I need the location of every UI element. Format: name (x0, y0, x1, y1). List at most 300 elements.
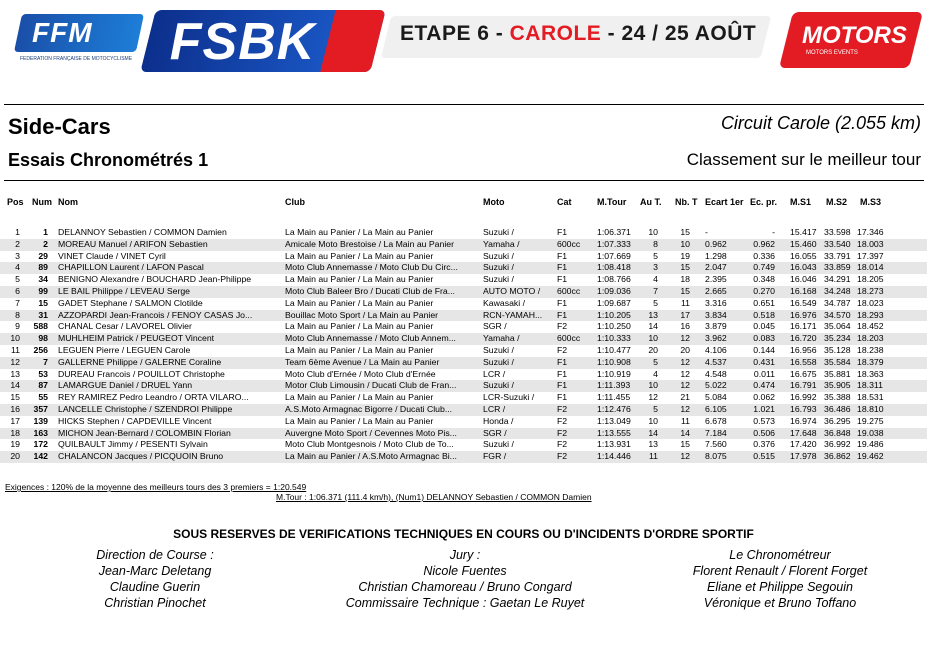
cell-moto: Yamaha / (483, 238, 520, 249)
signature-direction: Direction de Course : Jean-Marc Deletang Claudine Guerin Christian Pinochet (96, 548, 214, 610)
cell-pos: 19 (10, 439, 20, 450)
cell-nom: CHALANCON Jacques / PICQUOIN Bruno (58, 451, 224, 462)
cell-nom: GALLERNE Philippe / GALERNE Coraline (58, 356, 222, 367)
cell-mtour: 1:13.931 (597, 439, 631, 450)
signature-jury: Jury : Nicole Fuentes Christian Chamoreau / Bruno Congard Commissaire Technique : Gaetan Le Ruyet (345, 548, 585, 610)
cell-s1: 16.791 (790, 380, 817, 391)
col-ecart: Ecart 1er (705, 197, 744, 207)
cell-s1: 16.043 (790, 262, 817, 273)
cell-mtour: 1:09.036 (597, 285, 631, 296)
results-table (0, 227, 927, 463)
table-row (0, 380, 927, 392)
cell-nom: CHANAL Cesar / LAVOREL Olivier (58, 321, 192, 332)
cell-pos: 13 (10, 368, 20, 379)
col-cat: Cat (557, 197, 572, 207)
cell-mtour: 1:09.687 (597, 297, 631, 308)
cell-nom: DELANNOY Sebastien / COMMON Damien (58, 227, 227, 237)
cell-club: Moto Club d'Ernée / Moto Club d'Ernée (285, 368, 436, 379)
cell-pos: 16 (10, 403, 20, 414)
cell-mtour: 1:07.333 (597, 238, 631, 249)
cell-s2: 33.540 (824, 238, 851, 249)
cell-pos: 2 (15, 238, 20, 249)
page-title: Side-Cars (8, 114, 111, 139)
reserves-notice: SOUS RESERVES DE VERIFICATIONS TECHNIQUES EN COURS OU D'INCIDENTS D'ORDRE SPORTIF (173, 527, 754, 541)
cell-aut: 5 (653, 356, 658, 367)
cell-nbt: 12 (680, 356, 690, 367)
cell-num: 15 (38, 297, 48, 308)
cell-nom: AZZOPARDI Jean-Francois / FENOY CASAS Jo... (58, 309, 253, 320)
cell-num: 2 (43, 238, 48, 249)
table-row (0, 451, 927, 463)
cell-ecpr: 0.376 (753, 439, 775, 450)
cell-num: 31 (38, 309, 48, 320)
cell-s1: 15.417 (790, 227, 817, 237)
cell-mtour: 1:10.205 (597, 309, 631, 320)
cell-nbt: 11 (680, 297, 690, 308)
cell-ecart: 4.548 (705, 368, 727, 379)
cell-pos: 9 (15, 321, 20, 332)
cell-ecart: 3.879 (705, 321, 727, 332)
cell-club: A.S.Moto Armagnac Bigorre / Ducati Club... (285, 403, 453, 414)
col-moto: Moto (483, 197, 505, 207)
cell-club: Team 6ème Avenue / La Main au Panier (285, 356, 440, 367)
cell-s2: 36.848 (824, 427, 851, 438)
table-row (0, 428, 927, 440)
cell-nbt: 16 (680, 321, 690, 332)
cell-cat: F2 (557, 427, 568, 438)
cell-ecart: 7.560 (705, 439, 727, 450)
cell-s1: 16.793 (790, 403, 817, 414)
cell-s3: 19.275 (857, 415, 884, 426)
table-row (0, 262, 927, 274)
cell-moto: LCR / (483, 368, 506, 379)
table-row (0, 286, 927, 298)
col-s3: M.S3 (860, 197, 882, 207)
cell-mtour: 1:10.908 (597, 356, 631, 367)
cell-mtour: 1:10.333 (597, 333, 631, 344)
cell-cat: F1 (557, 262, 568, 273)
cell-club: La Main au Panier / A.S.Moto Armagnac Bi... (285, 451, 457, 462)
cell-nom: MUHLHEIM Patrick / PEUGEOT Vincent (58, 333, 215, 344)
cell-s3: 18.273 (857, 285, 884, 296)
cell-aut: 4 (653, 368, 658, 379)
cell-s2: 35.905 (824, 380, 851, 391)
cell-num: 55 (38, 392, 48, 403)
cell-s2: 33.598 (824, 227, 851, 237)
cell-cat: F1 (557, 356, 568, 367)
cell-s1: 16.976 (790, 309, 817, 320)
cell-s1: 16.558 (790, 356, 817, 367)
cell-s3: 17.397 (857, 250, 884, 261)
cell-nbt: 15 (680, 262, 690, 273)
cell-nom: QUILBAULT Jimmy / PESENTI Sylvain (58, 439, 208, 450)
col-pos: Pos (7, 197, 24, 207)
ffm-logo: FFM FEDERATION FRANÇAISE DE MOTOCYCLISME (18, 14, 140, 64)
col-nbt: Nb. T (675, 197, 698, 207)
cell-pos: 20 (10, 451, 20, 462)
cell-moto: Suzuki / (483, 262, 514, 273)
cell-cat: F1 (557, 380, 568, 391)
cell-club: Moto Club Annemasse / Moto Club Du Circ... (285, 262, 458, 273)
cell-club: La Main au Panier / La Main au Panier (285, 415, 434, 426)
cell-s2: 34.570 (824, 309, 851, 320)
cell-club: La Main au Panier / La Main au Panier (285, 297, 434, 308)
cell-ecpr: 0.651 (753, 297, 775, 308)
cell-ecpr: 0.062 (753, 392, 775, 403)
cell-s2: 34.787 (824, 297, 851, 308)
cell-club: Moto Club Annemasse / Moto Club Annem... (285, 333, 456, 344)
cell-mtour: 1:13.049 (597, 415, 631, 426)
cell-moto: Kawasaki / (483, 297, 526, 308)
cell-nbt: 12 (680, 403, 690, 414)
cell-num: 588 (33, 321, 48, 332)
cell-moto: Suzuki / (483, 356, 514, 367)
cell-s1: 15.460 (790, 238, 817, 249)
cell-s3: 18.363 (857, 368, 884, 379)
cell-ecart: 6.105 (705, 403, 727, 414)
cell-mtour: 1:12.476 (597, 403, 631, 414)
cell-s1: 16.956 (790, 344, 817, 355)
session-title: Essais Chronométrés 1 (8, 150, 209, 170)
cell-nbt: 15 (680, 285, 690, 296)
cell-s3: 18.203 (857, 333, 884, 344)
cell-nom: LE BAIL Philippe / LEVEAU Serge (58, 285, 190, 296)
cell-club: La Main au Panier / La Main au Panier (285, 321, 434, 332)
cell-s3: 18.379 (857, 356, 884, 367)
cell-ecart: 3.834 (705, 309, 727, 320)
cell-aut: 7 (653, 285, 658, 296)
cell-s1: 16.992 (790, 392, 817, 403)
col-s1: M.S1 (790, 197, 812, 207)
cell-club: Auvergne Moto Sport / Cevennes Moto Pis... (285, 427, 457, 438)
cell-ecart: 5.084 (705, 392, 727, 403)
cell-pos: 10 (10, 333, 20, 344)
cell-cat: F2 (557, 403, 568, 414)
cell-s2: 36.486 (824, 403, 851, 414)
cell-ecart: 1.298 (705, 250, 727, 261)
cell-moto: Suzuki / (483, 274, 514, 285)
cell-cat: F2 (557, 415, 568, 426)
cell-cat: F1 (557, 274, 568, 285)
cell-moto: LCR / (483, 403, 506, 414)
cell-ecpr: 0.573 (753, 415, 775, 426)
cell-num: 34 (38, 274, 48, 285)
cell-nom: LEGUEN Pierre / LEGUEN Carole (58, 344, 191, 355)
table-row (0, 369, 927, 381)
cell-club: La Main au Panier / La Main au Panier (285, 250, 434, 261)
cell-nbt: 12 (680, 368, 690, 379)
cell-num: 163 (33, 427, 48, 438)
cell-num: 142 (33, 451, 48, 462)
table-row (0, 416, 927, 428)
cell-nom: VINET Claude / VINET Cyril (58, 250, 166, 261)
table-row (0, 239, 927, 251)
cell-cat: F1 (557, 297, 568, 308)
cell-pos: 4 (15, 262, 20, 273)
cell-s3: 18.205 (857, 274, 884, 285)
cell-s1: 16.675 (790, 368, 817, 379)
col-nom: Nom (58, 197, 78, 207)
cell-aut: 11 (648, 451, 658, 462)
cell-cat: F2 (557, 439, 568, 450)
cell-s2: 34.291 (824, 274, 851, 285)
cell-ecpr: 0.270 (753, 285, 775, 296)
cell-s3: 18.003 (857, 238, 884, 249)
cell-nbt: 15 (680, 439, 690, 450)
cell-ecpr: 0.045 (753, 321, 775, 332)
cell-mtour: 1:11.393 (597, 380, 631, 391)
cell-s2: 35.388 (824, 392, 851, 403)
cell-cat: 600cc (557, 285, 581, 296)
cell-cat: 600cc (557, 333, 581, 344)
cell-pos: 12 (10, 356, 20, 367)
circuit-name: Circuit Carole (2.055 km) (720, 113, 921, 133)
cell-nbt: 12 (680, 333, 690, 344)
table-row (0, 439, 927, 451)
cell-pos: 7 (15, 297, 20, 308)
cell-ecart: 3.316 (705, 297, 727, 308)
cell-nbt: 11 (680, 415, 690, 426)
cell-cat: F1 (557, 250, 568, 261)
cell-ecart: 3.962 (705, 333, 727, 344)
cell-aut: 13 (648, 309, 658, 320)
cell-pos: 3 (15, 250, 20, 261)
cell-s3: 19.462 (857, 451, 884, 462)
cell-mtour: 1:10.919 (597, 368, 631, 379)
cell-s1: 17.978 (790, 451, 817, 462)
signature-chronometreur: Le Chronométreur Florent Renault / Florent Forget Eliane et Philippe Segouin Véronique et Bruno Toffano (692, 548, 868, 610)
stage-city: CAROLE (509, 22, 602, 45)
cell-aut: 13 (648, 439, 658, 450)
cell-club: Bouillac Moto Sport / La Main au Panier (285, 309, 439, 320)
cell-ecart: 4.106 (705, 344, 727, 355)
cell-num: 7 (43, 356, 48, 367)
cell-num: 172 (33, 439, 48, 450)
stage-title: ETAPE 6 - CAROLE - 24 / 25 AOÛT (400, 22, 757, 45)
cell-ecart: 5.022 (705, 380, 727, 391)
cell-s3: 18.452 (857, 321, 884, 332)
cell-nbt: 15 (680, 227, 690, 237)
cell-s2: 36.992 (824, 439, 851, 450)
cell-s1: 16.055 (790, 250, 817, 261)
cell-s1: 16.720 (790, 333, 817, 344)
cell-s1: 16.974 (790, 415, 817, 426)
cell-nbt: 18 (680, 274, 690, 285)
table-row (0, 345, 927, 357)
cell-nom: LAMARGUE Daniel / DRUEL Yann (58, 380, 193, 391)
cell-pos: 18 (10, 427, 20, 438)
col-ecpr: Ec. pr. (750, 197, 778, 207)
cell-aut: 20 (648, 344, 658, 355)
cell-s1: 17.648 (790, 427, 817, 438)
cell-nom: CHAPILLON Laurent / LAFON Pascal (58, 262, 204, 273)
cell-s2: 35.064 (824, 321, 851, 332)
cell-aut: 8 (653, 238, 658, 249)
cell-s1: 16.168 (790, 285, 817, 296)
cell-ecpr: 0.144 (753, 344, 775, 355)
cell-ecpr: 0.011 (753, 368, 775, 379)
cell-s2: 35.234 (824, 333, 851, 344)
cell-s2: 34.248 (824, 285, 851, 296)
cell-nbt: 19 (680, 250, 690, 261)
cell-nbt: 14 (680, 427, 690, 438)
table-row (0, 333, 927, 345)
cell-aut: 10 (648, 333, 658, 344)
cell-s3: 18.023 (857, 297, 884, 308)
cell-cat: 600cc (557, 238, 581, 249)
cell-pos: 11 (10, 344, 20, 355)
cell-s1: 16.549 (790, 297, 817, 308)
cell-ecpr: 0.515 (753, 451, 775, 462)
cell-num: 357 (33, 403, 48, 414)
cell-pos: 14 (10, 380, 20, 391)
cell-nbt: 17 (680, 309, 690, 320)
cell-club: La Main au Panier / La Main au Panier (285, 392, 434, 403)
cell-num: 87 (38, 380, 48, 391)
header-banner (0, 0, 927, 80)
cell-s3: 18.531 (857, 392, 884, 403)
cell-nbt: 20 (680, 344, 690, 355)
cell-club: La Main au Panier / La Main au Panier (285, 344, 434, 355)
cell-pos: 15 (10, 392, 20, 403)
cell-ecart: - (705, 227, 708, 237)
cell-ecpr: 0.518 (753, 309, 775, 320)
cell-aut: 10 (648, 227, 658, 237)
cell-moto: Honda / (483, 415, 514, 426)
cell-cat: F1 (557, 309, 568, 320)
cell-ecpr: 0.474 (753, 380, 775, 391)
cell-pos: 17 (10, 415, 20, 426)
cell-cat: F2 (557, 344, 568, 355)
cell-nom: MICHON Jean-Bernard / COLOMBIN Florian (58, 427, 231, 438)
cell-aut: 10 (648, 380, 658, 391)
cell-num: 256 (33, 344, 48, 355)
cell-cat: F2 (557, 451, 568, 462)
cell-pos: 5 (15, 274, 20, 285)
cell-num: 98 (38, 333, 48, 344)
cell-nom: BENIGNO Alexandre / BOUCHARD Jean-Philippe (58, 274, 252, 285)
cell-cat: F1 (557, 227, 568, 237)
cell-s1: 16.171 (790, 321, 817, 332)
cell-s3: 19.486 (857, 439, 884, 450)
cell-num: 1 (43, 227, 48, 237)
cell-ecpr: 0.348 (753, 274, 775, 285)
motors-logo-sub: MOTORS EVENTS (806, 50, 858, 56)
cell-moto: Suzuki / (483, 227, 514, 237)
cell-ecart: 4.537 (705, 356, 727, 367)
cell-nom: GADET Stephane / SALMON Clotilde (58, 297, 203, 308)
cell-cat: F1 (557, 368, 568, 379)
cell-ecpr: 0.336 (753, 250, 775, 261)
cell-aut: 14 (648, 321, 658, 332)
cell-moto: SGR / (483, 427, 507, 438)
cell-num: 89 (38, 262, 48, 273)
cell-aut: 5 (653, 297, 658, 308)
col-club: Club (285, 197, 305, 207)
fsbk-logo: FSBK (140, 10, 385, 72)
ranking-label: Classement sur le meilleur tour (686, 150, 921, 169)
cell-aut: 12 (648, 392, 658, 403)
cell-aut: 14 (648, 427, 658, 438)
cell-pos: 8 (15, 309, 20, 320)
cell-s3: 18.311 (857, 380, 883, 391)
cell-ecpr: - (772, 227, 775, 237)
cell-moto: Suzuki / (483, 344, 514, 355)
divider (4, 104, 924, 105)
cell-s3: 18.014 (857, 262, 884, 273)
cell-nom: HICKS Stephen / CAPDEVILLE Vincent (58, 415, 212, 426)
cell-mtour: 1:06.371 (597, 227, 631, 237)
cell-s2: 33.859 (824, 262, 851, 273)
cell-s2: 36.295 (824, 415, 851, 426)
cell-nbt: 12 (680, 451, 690, 462)
cell-s1: 16.046 (790, 274, 817, 285)
col-num: Num (32, 197, 52, 207)
cell-ecart: 6.678 (705, 415, 727, 426)
cell-aut: 4 (653, 274, 658, 285)
cell-mtour: 1:13.555 (597, 427, 631, 438)
cell-club: Motor Club Limousin / Ducati Club de Fran... (285, 380, 457, 391)
cell-s3: 19.038 (857, 427, 884, 438)
cell-mtour: 1:08.766 (597, 274, 631, 285)
cell-moto: AUTO MOTO / (483, 285, 541, 296)
cell-ecpr: 0.962 (753, 238, 775, 249)
cell-nom: MOREAU Manuel / ARIFON Sebastien (58, 238, 208, 249)
cell-cat: F2 (557, 321, 568, 332)
cell-ecart: 0.962 (705, 238, 727, 249)
cell-ecpr: 0.083 (753, 333, 775, 344)
cell-mtour: 1:07.669 (597, 250, 631, 261)
cell-moto: Yamaha / (483, 333, 520, 344)
cell-pos: 1 (15, 227, 20, 237)
motors-logo-text: MOTORS (802, 22, 907, 49)
cell-ecart: 7.184 (705, 427, 727, 438)
cell-nbt: 21 (680, 392, 690, 403)
cell-moto: LCR-Suzuki / (483, 392, 535, 403)
cell-num: 99 (38, 285, 48, 296)
cell-s2: 33.791 (824, 250, 851, 261)
cell-pos: 6 (15, 285, 20, 296)
cell-s2: 36.862 (824, 451, 851, 462)
cell-aut: 3 (653, 262, 658, 273)
table-row (0, 404, 927, 416)
cell-mtour: 1:10.250 (597, 321, 631, 332)
cell-ecart: 2.665 (705, 285, 727, 296)
table-row (0, 251, 927, 263)
cell-nom: REY RAMIREZ Pedro Leandro / ORTA VILARO... (58, 392, 249, 403)
cell-s2: 35.881 (824, 368, 851, 379)
cell-num: 139 (33, 415, 48, 426)
cell-club: La Main au Panier / La Main au Panier (285, 274, 434, 285)
cell-moto: Suzuki / (483, 380, 514, 391)
table-row (0, 321, 927, 333)
cell-club: La Main au Panier / La Main au Panier (285, 227, 434, 237)
cell-mtour: 1:08.418 (597, 262, 631, 273)
cell-ecart: 8.075 (705, 451, 727, 462)
cell-mtour: 1:11.455 (597, 392, 631, 403)
cell-moto: FGR / (483, 451, 507, 462)
table-row (0, 357, 927, 369)
cell-ecart: 2.395 (705, 274, 727, 285)
cell-s2: 35.584 (824, 356, 851, 367)
table-row (0, 298, 927, 310)
cell-club: Amicale Moto Brestoise / La Main au Panier (285, 238, 455, 249)
cell-moto: Suzuki / (483, 439, 514, 450)
col-aut: Au T. (640, 197, 662, 207)
cell-s2: 35.128 (824, 344, 851, 355)
ffm-subtitle: FEDERATION FRANÇAISE DE MOTOCYCLISME (20, 56, 133, 62)
cell-moto: RCN-YAMAH... (483, 309, 543, 320)
